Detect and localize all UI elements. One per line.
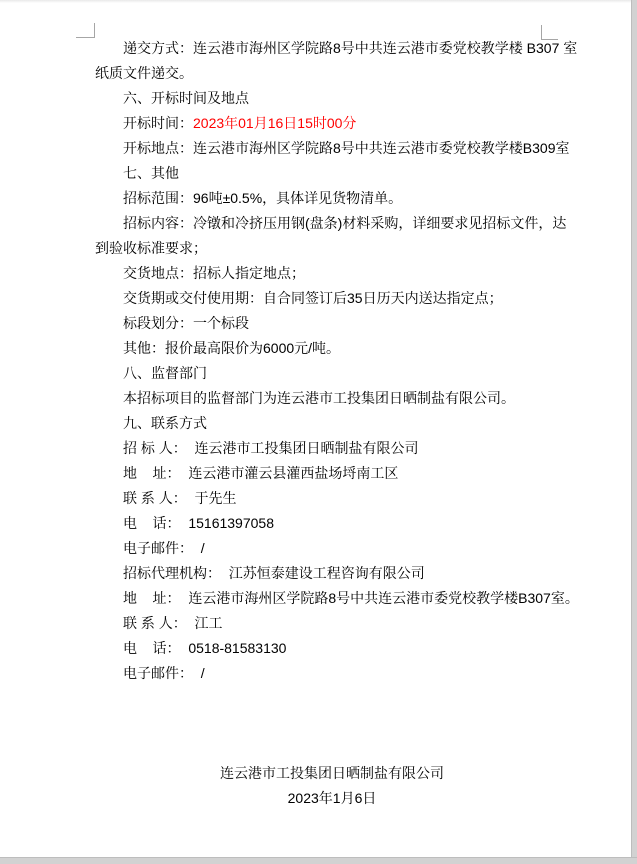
tender-content-wrap-line [95,236,541,261]
delivery-method-wrap-line [95,61,541,86]
text-segment: 联 系 人： 于先生 [123,490,237,506]
text-segment: 连云港市工投集团日晒制盐有限公司 [220,765,444,781]
agency-phone-line [95,636,541,661]
highlight-red-text: 2023年01月16日15时00分 [193,115,357,131]
signature-date [95,786,541,811]
supervision-dept-line [95,386,541,411]
tenderer-address-line [95,461,541,486]
delivery-method-line [95,36,578,61]
delivery-place-line [95,261,541,286]
page-bottom-edge [0,857,637,864]
price-limit-line [95,336,541,361]
text-segment: 标段划分：一个标段 [123,315,249,331]
page-right-edge [631,0,637,864]
text-segment: 电子邮件： / [123,665,205,681]
text-segment: 七、其他 [123,165,179,181]
agency-address-line [95,586,579,611]
text-segment: 递交方式：连云港市海州区学院路8号中共连云港市委党校教学楼 B307 室 [123,40,578,56]
text-segment: 本招标项目的监督部门为连云港市工投集团日晒制盐有限公司。 [123,390,515,406]
text-segment: 电 话： 0518-81583130 [123,640,287,656]
section-heading-8 [95,361,541,386]
text-segment: 电 话： 15161397058 [123,515,274,531]
section-heading-9 [95,411,541,436]
text-segment: 纸质文件递交。 [95,65,193,81]
text-segment: 交货地点：招标人指定地点； [123,265,305,281]
text-segment: 电子邮件： / [123,540,205,556]
text-segment: 开标地点：连云港市海州区学院路8号中共连云港市委党校教学楼B309室 [123,140,570,156]
tenderer-contact-line [95,486,541,511]
page-top-edge [0,0,637,3]
bid-opening-time-line [95,111,541,136]
text-segment: 招标范围：96吨±0.5%，具体详见货物清单。 [123,190,403,206]
text-segment: 招标代理机构： 江苏恒泰建设工程咨询有限公司 [123,565,425,581]
agency-line [95,561,541,586]
section-heading-6 [95,86,541,111]
document-line [95,736,541,761]
text-segment: 招标内容：冷镦和冷挤压用钢(盘条)材料采购，详细要求见招标文件，达 [123,215,567,231]
text-segment: 交货期或交付使用期：自合同签订后35日历天内送达指定点； [123,290,503,306]
agency-email-line [95,661,541,686]
text-segment: 地 址： 连云港市灌云县灌西盐场埒南工区 [123,465,399,481]
text-segment: 联 系 人： 江工 [123,615,223,631]
document-line [95,686,541,711]
tender-content-line [95,211,567,236]
text-segment: 其他：报价最高限价为6000元/吨。 [123,340,341,356]
document-line [95,711,541,736]
text-segment: 招 标 人： 连云港市工投集团日晒制盐有限公司 [123,440,419,456]
text-segment: 八、监督部门 [123,365,207,381]
tenderer-email-line [95,536,541,561]
text-segment: 开标时间： [123,115,193,131]
margin-crop-mark-top-left [76,23,95,38]
tender-scope-line [95,186,541,211]
bid-opening-place-line [95,136,570,161]
tenderer-line [95,436,541,461]
tenderer-phone-line [95,511,541,536]
text-segment: 九、联系方式 [123,415,207,431]
section-heading-7 [95,161,541,186]
text-segment: 六、开标时间及地点 [123,90,249,106]
text-segment: 到验收标准要求； [95,240,207,256]
text-segment: 2023年1月6日 [287,790,377,806]
document-body [95,36,579,811]
signature-company [95,761,541,786]
lot-division-line [95,311,541,336]
text-segment: 地 址： 连云港市海州区学院路8号中共连云港市委党校教学楼B307室。 [123,590,579,606]
delivery-period-line [95,286,541,311]
agency-contact-line [95,611,541,636]
